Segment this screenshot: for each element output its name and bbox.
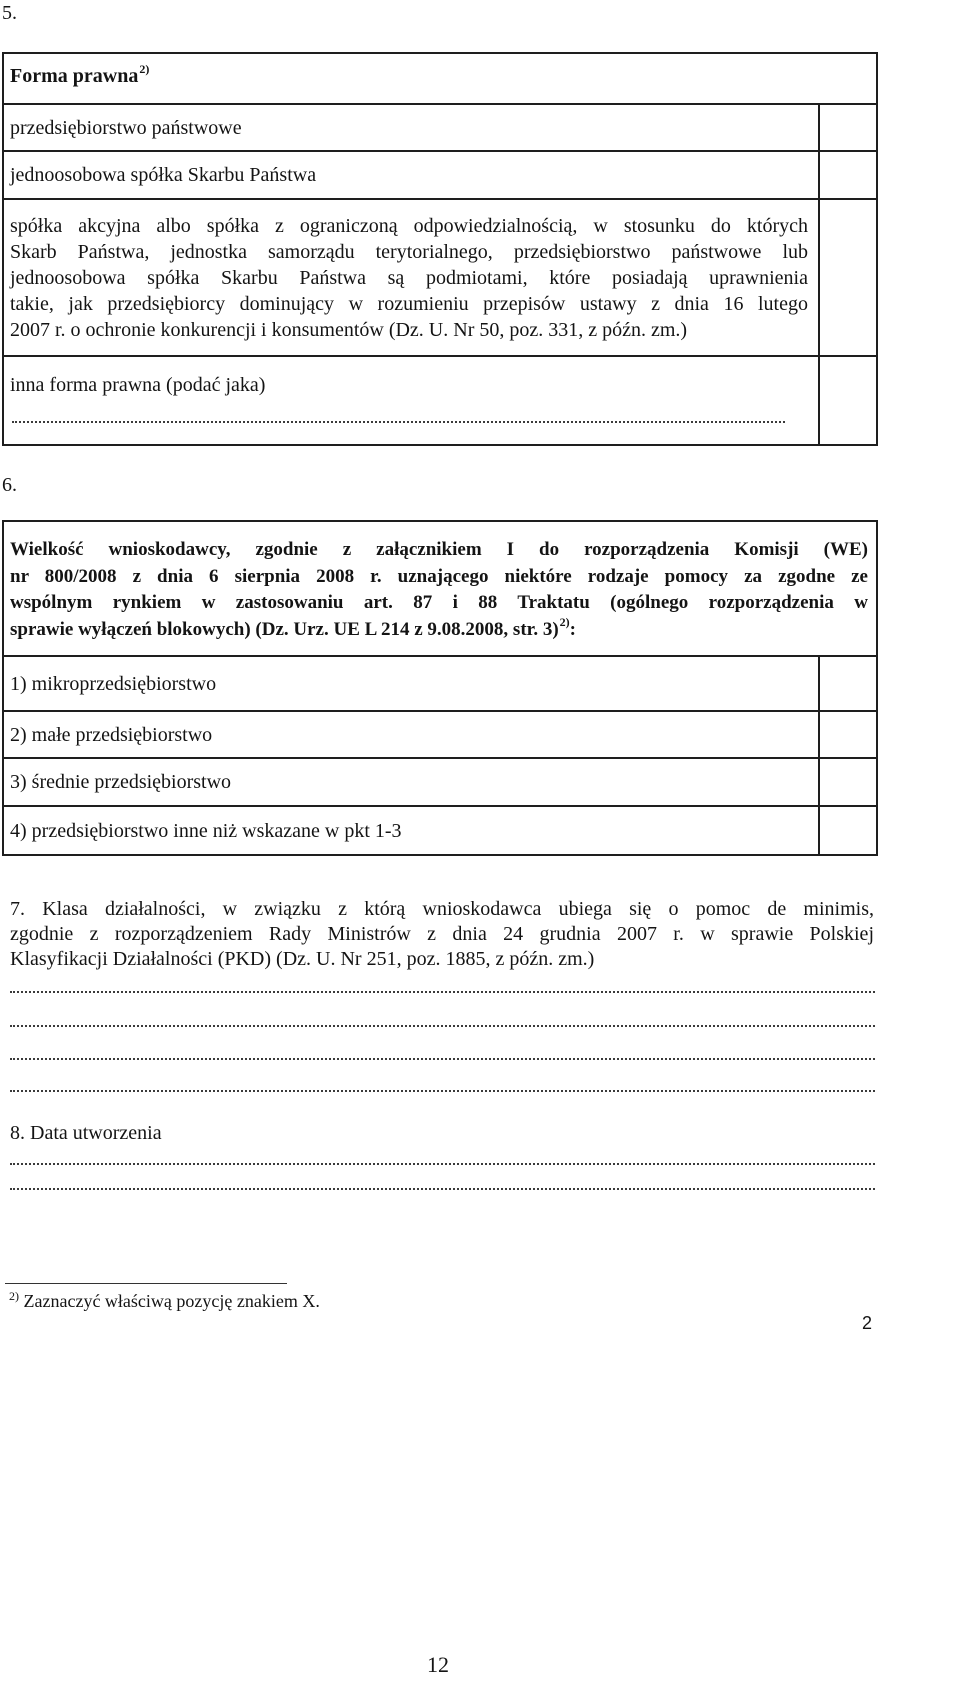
- option-text-line: Skarb Państwa, jednostka samorządu terytorialnego, przedsiębiorstwo państwowe lub: [10, 240, 808, 263]
- activity-class-fill-line[interactable]: [10, 1090, 875, 1092]
- option-label: [10, 200, 808, 355]
- size-option-micro: [4, 655, 876, 710]
- option-text-line: 2007 r. o ochronie konkurencji i konsumentów (Dz. U. Nr 50, poz. 331, z późn. zm.): [10, 318, 688, 341]
- legal-form-title: [10, 63, 149, 89]
- size-option-small: [4, 710, 876, 757]
- creation-date-fill-line[interactable]: [10, 1188, 875, 1190]
- option-label: [10, 759, 816, 805]
- legal-form-option-joint-stock-company: [4, 198, 876, 355]
- option-text-line: spółka akcyjna albo spółka z ograniczoną odpowiedzialnością, w stosunku do których: [10, 214, 808, 237]
- legal-form-option-treasury-company: [4, 150, 876, 198]
- option-text: 3) średnie przedsiębiorstwo: [10, 771, 232, 793]
- option-text-line: takie, jak przedsiębiorcy dominujący w rozumieniu przepisów ustawy z dnia 16 lutego: [10, 292, 808, 315]
- legal-form-title-text: Forma prawna: [10, 65, 139, 87]
- option-label: [10, 357, 808, 444]
- creation-date-label: 8. Data utworzenia: [10, 1122, 162, 1144]
- activity-class-fill-line[interactable]: [10, 991, 875, 993]
- legal-form-table: [2, 52, 878, 446]
- option-text: 1) mikroprzedsiębiorstwo: [10, 672, 217, 695]
- option-label: [10, 105, 808, 150]
- option-checkbox[interactable]: [818, 200, 876, 355]
- option-text: 4) przedsiębiorstwo inne niż wskazane w pkt 1-3: [10, 819, 402, 842]
- section-6-number: 6.: [2, 474, 17, 496]
- option-checkbox[interactable]: [818, 152, 876, 198]
- footnote-ref: 2): [559, 614, 570, 629]
- form-page-number: 2: [862, 1313, 873, 1333]
- title-line: Wielkość wnioskodawcy, zgodnie z załącznikiem I do rozporządzenia Komisji (WE): [10, 539, 868, 560]
- paragraph-line: 7. Klasa działalności, w związku z którą wnioskodawca ubiega się o pomoc de minimis,: [10, 898, 874, 920]
- option-label: [10, 152, 808, 198]
- option-checkbox[interactable]: [818, 357, 876, 444]
- legal-form-option-state-enterprise: [4, 103, 876, 150]
- size-option-medium: [4, 757, 876, 805]
- option-text: przedsiębiorstwo państwowe: [10, 116, 242, 139]
- title-line: wspólnym rynkiem w zastosowaniu art. 87 i 88 Traktatu (ogólnego rozporządzenia w: [10, 592, 868, 613]
- option-text-line: jednoosobowa spółka Skarbu Państwa są podmiotami, które posiadają uprawnienia: [10, 266, 808, 289]
- enterprise-size-table: [2, 520, 878, 856]
- option-label: [10, 712, 816, 757]
- footnote-separator: [5, 1283, 287, 1284]
- option-checkbox[interactable]: [818, 807, 876, 854]
- size-option-other: [4, 805, 876, 854]
- option-text: jednoosobowa spółka Skarbu Państwa: [10, 164, 317, 186]
- footnote-text: Zaznaczyć właściwą pozycję znakiem X.: [23, 1291, 320, 1311]
- footnote: [8, 1289, 320, 1313]
- activity-class-fill-line[interactable]: [10, 1058, 875, 1060]
- title-line: [10, 614, 868, 644]
- option-checkbox[interactable]: [818, 759, 876, 805]
- option-text: inna forma prawna (podać jaka): [10, 374, 266, 396]
- footnote-marker: 2): [9, 1289, 19, 1303]
- title-colon: :: [569, 618, 576, 640]
- other-form-fill-line[interactable]: [12, 421, 785, 423]
- paragraph-line: Klasyfikacji Działalności (PKD) (Dz. U. Nr 251, poz. 1885, z późn. zm.): [10, 948, 595, 970]
- option-text: 2) małe przedsiębiorstwo: [10, 723, 213, 746]
- section-5-number: 5.: [2, 2, 17, 24]
- footnote-ref: 2): [139, 62, 150, 76]
- activity-class-paragraph: [10, 897, 874, 972]
- enterprise-size-title: [10, 537, 868, 643]
- title-line-text: sprawie wyłączeń blokowych) (Dz. Urz. UE L 214 z 9.08.2008, str. 3): [10, 618, 559, 640]
- creation-date-fill-line[interactable]: [10, 1163, 875, 1165]
- paragraph-line: zgodnie z rozporządzeniem Rady Ministrów z dnia 24 grudnia 2007 r. w sprawie Polskiej: [10, 923, 874, 945]
- option-label: [10, 657, 816, 710]
- option-checkbox[interactable]: [818, 712, 876, 757]
- legal-form-option-other: [4, 355, 876, 444]
- title-line: nr 800/2008 z dnia 6 sierpnia 2008 r. uznającego niektóre rodzaje pomocy za zgodne ze: [10, 565, 868, 587]
- page-number: 12: [427, 1652, 449, 1677]
- option-checkbox[interactable]: [818, 657, 876, 710]
- option-checkbox[interactable]: [818, 105, 876, 150]
- activity-class-fill-line[interactable]: [10, 1025, 875, 1027]
- option-label: [10, 807, 816, 854]
